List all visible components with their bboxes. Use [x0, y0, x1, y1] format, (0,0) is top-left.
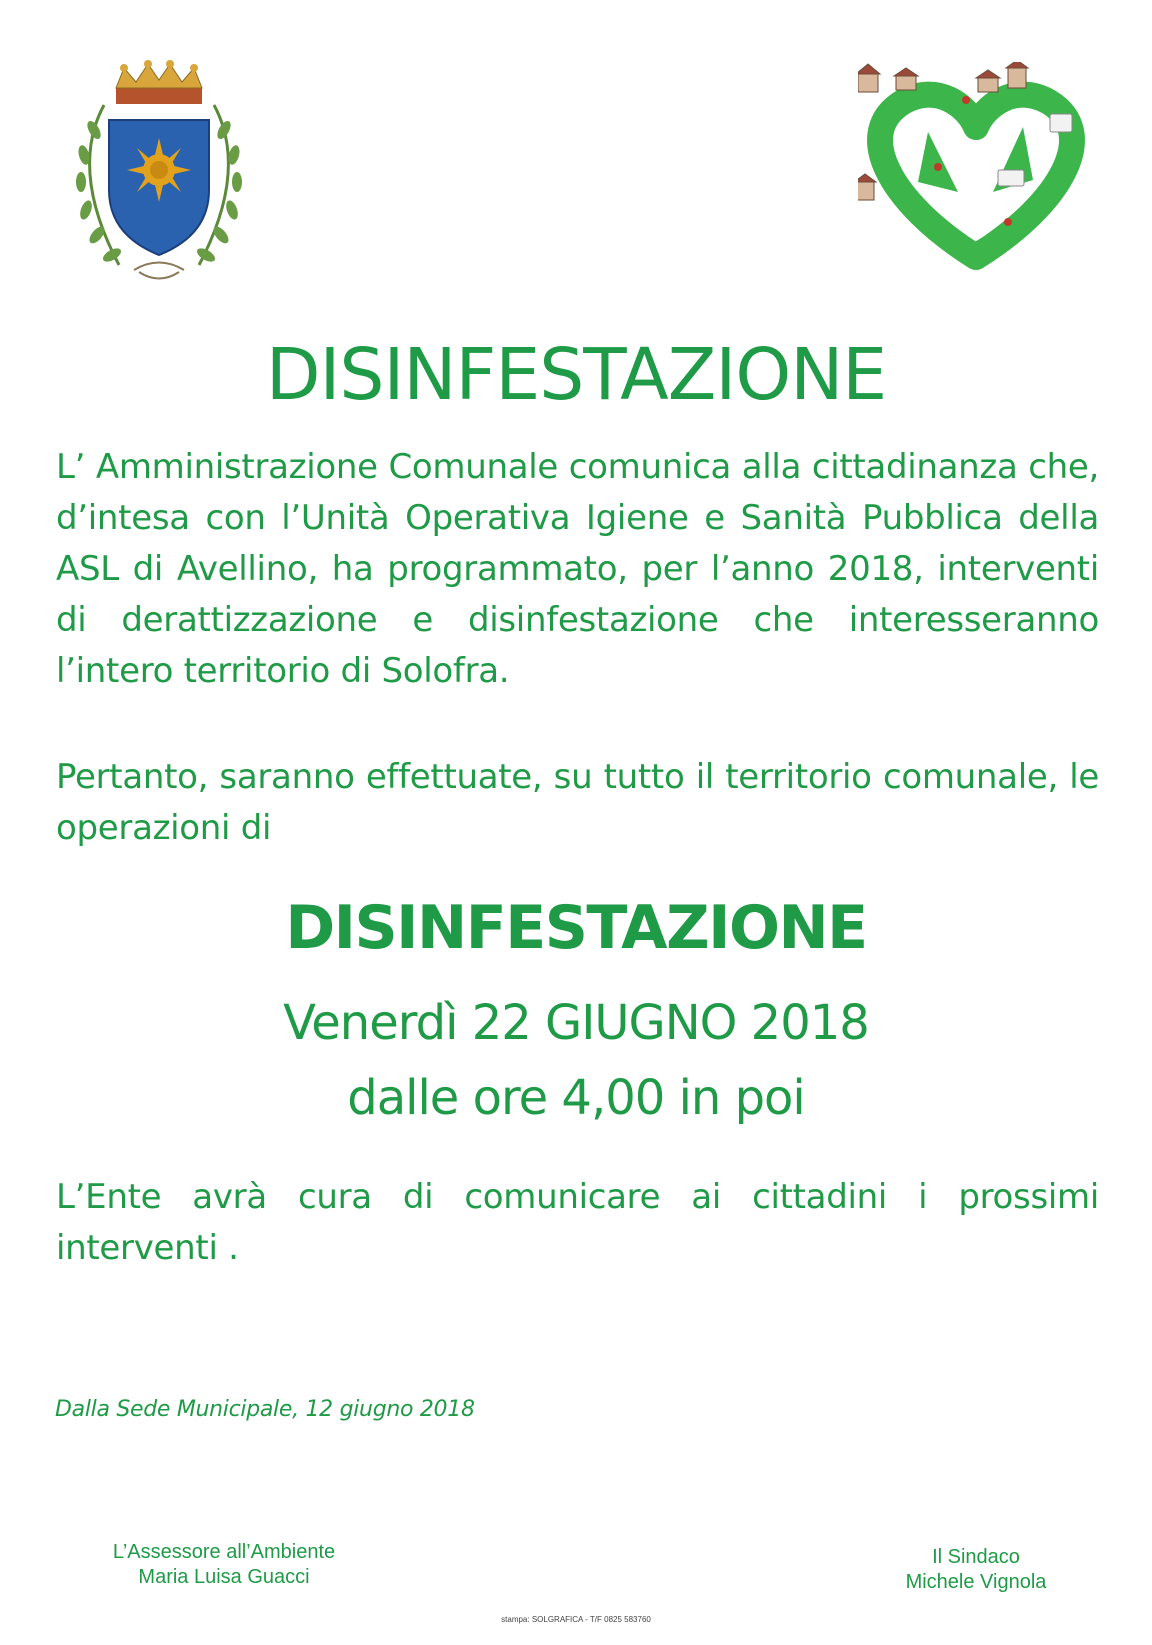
operation-date: Venerdì 22 GIUGNO 2018: [283, 995, 869, 1051]
signature-name: Maria Luisa Guacci: [138, 1566, 310, 1588]
coat-of-arms-icon: [64, 60, 254, 285]
intro-paragraph: L’ Amministrazione Comunale comunica alla cittadinanza che, d’intesa con l’Unità Operativa Igiene e Sanità Pubblica della ASL di Avellino, ha programmato, per l’anno 2018, interventi di derattizzazione e disinfestazione che interesseranno l’intero territorio di Solofra.: [56, 447, 1099, 691]
place-and-date: Dalla Sede Municipale, 12 giugno 2018: [55, 1397, 475, 1422]
operation-title: DISINFESTAZIONE: [285, 893, 867, 963]
signature-role: L’Assessore all’Ambiente: [112, 1541, 336, 1563]
signature-role: Il Sindaco: [932, 1546, 1020, 1568]
recycling-heart-logo-icon: [858, 62, 1094, 272]
closing-paragraph: L’Ente avrà cura di comunicare ai cittadini i prossimi interventi .: [56, 1177, 1099, 1268]
notice-title: DISINFESTAZIONE: [265, 333, 887, 416]
operations-paragraph: Pertanto, saranno effettuate, su tutto il territorio comunale, le operazioni di: [56, 757, 1099, 848]
printer-credit: stampa: SOLGRAFICA - T/F 0825 583760: [501, 1615, 651, 1624]
signature-assessore: [84, 1540, 364, 1590]
operation-time: dalle ore 4,00 in poi: [347, 1070, 805, 1126]
signature-sindaco: [866, 1545, 1086, 1595]
signature-name: Michele Vignola: [905, 1571, 1047, 1593]
